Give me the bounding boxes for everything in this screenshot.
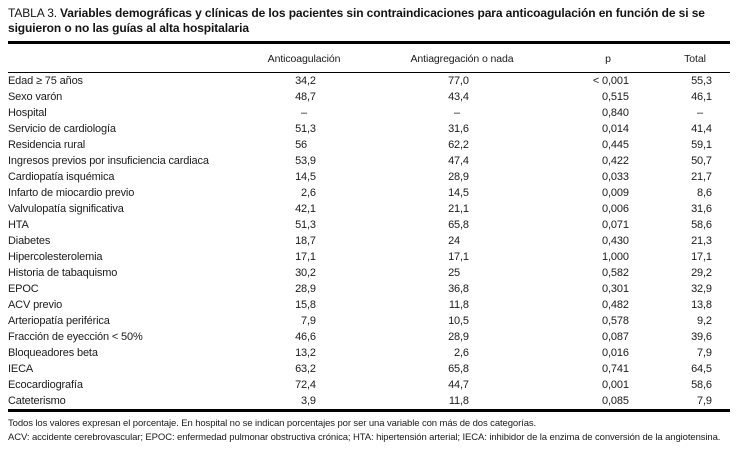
cell-anticoagulacion: 18,7 xyxy=(295,235,316,247)
table-row xyxy=(8,233,730,249)
cell-antiagregacion: 31,6 xyxy=(448,123,469,135)
cell-p-value: 0,016 xyxy=(602,347,629,359)
cell-anticoagulacion: 46,6 xyxy=(295,331,316,343)
cell-p-value: 0,578 xyxy=(602,315,629,327)
cell-antiagregacion: 21,1 xyxy=(448,203,469,215)
cell-antiagregacion: 11,8 xyxy=(448,299,469,311)
footnote-abbreviations: ACV: accidente cerebrovascular; EPOC: enfermedad pulmonar obstructiva crónica; HTA: hipertensión arterial; IECA: inhibidor de la enzima de conversión de la angiotensina. xyxy=(8,431,721,443)
cell-antiagregacion: 77,0 xyxy=(448,75,469,87)
cell-antiagregacion: 11,8 xyxy=(448,395,469,407)
cell-antiagregacion: 47,4 xyxy=(448,155,469,167)
cell-total: 21,7 xyxy=(691,171,712,183)
cell-antiagregacion: 14,5 xyxy=(448,187,469,199)
table-row xyxy=(8,105,730,121)
cell-p-value: < 0,001 xyxy=(592,75,629,87)
cell-antiagregacion: 62,2 xyxy=(448,139,469,151)
cell-total: 7,9 xyxy=(697,395,712,407)
cell-anticoagulacion: 15,8 xyxy=(295,299,316,311)
cell-p-value: 0,006 xyxy=(602,203,629,215)
cell-p-value: 0,582 xyxy=(602,267,629,279)
cell-antiagregacion: 2,6 xyxy=(454,347,469,359)
header-antiagregacion: Antiagregación o nada xyxy=(410,53,514,65)
cell-antiagregacion: 10,5 xyxy=(448,315,469,327)
cell-antiagregacion: 28,9 xyxy=(448,171,469,183)
header-variable xyxy=(8,65,240,72)
cell-total: 32,9 xyxy=(691,283,712,295)
row-label: Residencia rural xyxy=(8,139,86,151)
row-label: Cateterismo xyxy=(8,395,66,407)
cell-total: 31,6 xyxy=(691,203,712,215)
table-row xyxy=(8,345,730,361)
cell-p-value: 0,085 xyxy=(602,395,629,407)
table-row xyxy=(8,153,730,169)
header-total: Total xyxy=(684,53,706,65)
row-label: Hipercolesterolemia xyxy=(8,251,103,263)
table-row xyxy=(8,361,730,377)
table-row xyxy=(8,169,730,185)
cell-total: 39,6 xyxy=(691,331,712,343)
table-header-row xyxy=(8,44,730,72)
cell-anticoagulacion: – xyxy=(301,107,307,119)
table-title-text: Variables demográficas y clínicas de los pacientes sin contraindicaciones para anticoagulación en función de si se siguieron o no las guías al alta hospitalaria xyxy=(8,6,705,35)
table-row xyxy=(8,393,730,409)
cell-anticoagulacion: 13,2 xyxy=(295,347,316,359)
row-label: ACV previo xyxy=(8,299,63,311)
cell-anticoagulacion: 51,3 xyxy=(295,219,316,231)
footnote-percentages: Todos los valores expresan el porcentaje. En hospital no se indican porcentajes por ser una variable con más de dos categorías. xyxy=(8,418,537,429)
cell-anticoagulacion: 14,5 xyxy=(295,171,316,183)
row-label: Valvulopatía significativa xyxy=(8,203,124,215)
table-row xyxy=(8,201,730,217)
cell-total: 59,1 xyxy=(691,139,712,151)
cell-p-value: 0,009 xyxy=(602,187,629,199)
cell-anticoagulacion: 2,6 xyxy=(301,187,316,199)
table-row xyxy=(8,329,730,345)
cell-anticoagulacion: 42,1 xyxy=(295,203,316,215)
row-label: Infarto de miocardio previo xyxy=(8,187,135,199)
row-label: HTA xyxy=(8,219,29,231)
table-row xyxy=(8,185,730,201)
row-label: Diabetes xyxy=(8,235,51,247)
cell-p-value: 0,430 xyxy=(602,235,629,247)
cell-anticoagulacion: 56 xyxy=(295,139,307,151)
table-row xyxy=(8,137,730,153)
cell-p-value: 0,422 xyxy=(602,155,629,167)
cell-total: 46,1 xyxy=(691,91,712,103)
row-label: Servicio de cardiología xyxy=(8,123,116,135)
table-row xyxy=(8,281,730,297)
cell-p-value: 0,445 xyxy=(602,139,629,151)
row-label: Arteriopatía periférica xyxy=(8,315,110,327)
cell-antiagregacion: 28,9 xyxy=(448,331,469,343)
table-row xyxy=(8,249,730,265)
cell-total: 9,2 xyxy=(697,315,712,327)
cell-anticoagulacion: 72,4 xyxy=(295,379,316,391)
cell-total: 8,6 xyxy=(697,187,712,199)
cell-p-value: 0,301 xyxy=(602,283,629,295)
cell-p-value: 1,000 xyxy=(602,251,629,263)
cell-anticoagulacion: 7,9 xyxy=(301,315,316,327)
cell-anticoagulacion: 48,7 xyxy=(295,91,316,103)
cell-p-value: 0,033 xyxy=(602,171,629,183)
row-label: Fracción de eyección < 50% xyxy=(8,331,143,343)
cell-total: 21,3 xyxy=(691,235,712,247)
cell-anticoagulacion: 34,2 xyxy=(295,75,316,87)
cell-anticoagulacion: 51,3 xyxy=(295,123,316,135)
cell-p-value: 0,071 xyxy=(602,219,629,231)
cell-total: 50,7 xyxy=(691,155,712,167)
row-label: Cardiopatía isquémica xyxy=(8,171,115,183)
cell-total: 13,8 xyxy=(691,299,712,311)
cell-anticoagulacion: 17,1 xyxy=(295,251,316,263)
table-row xyxy=(8,377,730,393)
cell-p-value: 0,840 xyxy=(602,107,629,119)
table-row xyxy=(8,297,730,313)
row-label: Bloqueadores beta xyxy=(8,347,98,359)
cell-total: 58,6 xyxy=(691,379,712,391)
row-label: IECA xyxy=(8,363,34,375)
cell-antiagregacion: 44,7 xyxy=(448,379,469,391)
cell-total: 58,6 xyxy=(691,219,712,231)
row-label: Ecocardiografía xyxy=(8,379,83,391)
table-row xyxy=(8,73,730,89)
cell-p-value: 0,014 xyxy=(602,123,629,135)
table-row xyxy=(8,217,730,233)
cell-antiagregacion: 43,4 xyxy=(448,91,469,103)
table-row xyxy=(8,313,730,329)
cell-antiagregacion: 24 xyxy=(448,235,460,247)
cell-anticoagulacion: 3,9 xyxy=(301,395,316,407)
row-label: Hospital xyxy=(8,107,47,119)
footnotes xyxy=(8,412,730,444)
row-label: Historia de tabaquismo xyxy=(8,267,118,279)
table-title xyxy=(8,6,730,36)
cell-p-value: 0,515 xyxy=(602,91,629,103)
cell-anticoagulacion: 30,2 xyxy=(295,267,316,279)
table-body xyxy=(8,73,730,409)
cell-total: 64,5 xyxy=(691,363,712,375)
cell-anticoagulacion: 53,9 xyxy=(295,155,316,167)
row-label: EPOC xyxy=(8,283,39,295)
cell-total: 29,2 xyxy=(691,267,712,279)
cell-total: 41,4 xyxy=(691,123,712,135)
cell-antiagregacion: 65,8 xyxy=(448,219,469,231)
cell-antiagregacion: 65,8 xyxy=(448,363,469,375)
row-label: Edad ≥ 75 años xyxy=(8,75,83,87)
table-row xyxy=(8,265,730,281)
row-label: Sexo varón xyxy=(8,91,63,103)
cell-anticoagulacion: 63,2 xyxy=(295,363,316,375)
cell-total: – xyxy=(697,107,703,119)
cell-antiagregacion: 25 xyxy=(448,267,460,279)
cell-p-value: 0,001 xyxy=(602,379,629,391)
cell-antiagregacion: 36,8 xyxy=(448,283,469,295)
row-label: Ingresos previos por insuficiencia cardiaca xyxy=(8,155,209,167)
cell-p-value: 0,741 xyxy=(602,363,629,375)
header-p: p xyxy=(605,53,611,65)
header-anticoagulacion: Anticoagulación xyxy=(267,53,341,65)
table-number-label: TABLA 3. xyxy=(8,6,58,20)
cell-antiagregacion: – xyxy=(454,107,460,119)
cell-total: 17,1 xyxy=(691,251,712,263)
cell-anticoagulacion: 28,9 xyxy=(295,283,316,295)
cell-total: 7,9 xyxy=(697,347,712,359)
cell-p-value: 0,087 xyxy=(602,331,629,343)
cell-antiagregacion: 17,1 xyxy=(448,251,469,263)
cell-total: 55,3 xyxy=(691,75,712,87)
table-row xyxy=(8,121,730,137)
cell-p-value: 0,482 xyxy=(602,299,629,311)
table-row xyxy=(8,89,730,105)
